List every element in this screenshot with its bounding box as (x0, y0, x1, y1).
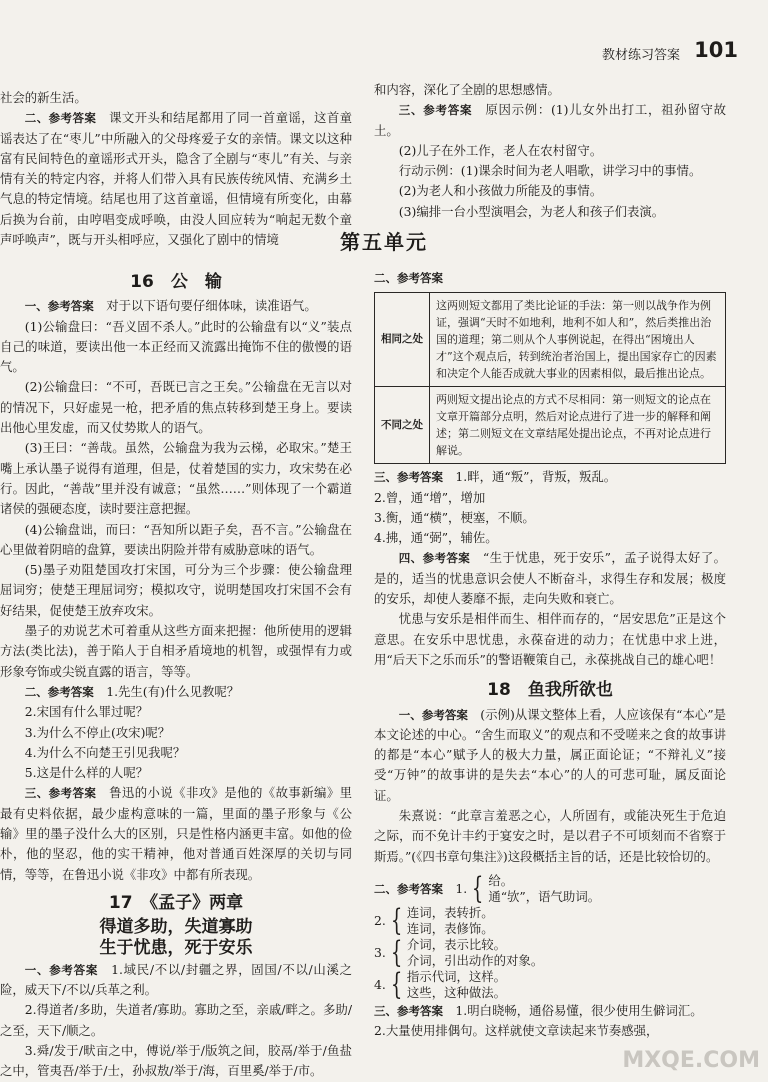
list-item: (3)编排一台小型演唱会，为老人和孩子们表演。 (398, 203, 665, 219)
answer-paragraph: 三、参考答案 鲁迅的小说《非攻》是他的《故事新编》里最有史料依据，最少虚构意味的一篇，里面的墨子形象与《公输》里的墨子没什么大的区别，只是性格内涵更丰富。如他的俭朴，他的坚忍，他的实干精神，他对普通百姓深厚的关切与同情，等等，在鲁迅小说《非攻》中都有所表现。 (0, 785, 353, 882)
answer-paragraph: 2.大量使用排偶句。这样就使文章读起来节奏感强， (374, 1023, 659, 1039)
answer-paragraph: 一、参考答案 对于以下语句要仔细体味，读准语气。 (24, 298, 317, 314)
lesson-subtitle: 得道多助，失道寡助 (99, 917, 253, 938)
answer-paragraph: 三、参考答案 原因示例：(1)儿女外出打工，祖孙留守故土。 (374, 102, 726, 138)
list-item: (2)儿子在外工作，老人在农村留守。 (398, 142, 603, 158)
answer-paragraph: 四、参考答案 “生于忧患，死于安乐”，孟子说得太好了。是的，适当的忧患意识会使人不断奋斗，求得生存和发展；极度的安乐，却使人萎靡不振，走向失败和衰亡。 (374, 550, 727, 607)
lesson-subtitle: 生于忧患，死于安乐 (99, 937, 253, 958)
answer-paragraph: 2.得道者/多助，失道者/寡助。寡助之至，亲戚/畔之。多助/之至，天下/顺之。 (0, 1002, 352, 1038)
list-item: 4.为什么不向楚王引见我呢？ (24, 744, 186, 760)
left-column (0, 268, 352, 1082)
answer-paragraph: (3)王曰：“善哉。虽然，公输盘为我为云梯，必取宋。”楚王嘴上承认墨子说得有道理，但是，仗着楚国的实力，攻宋势在必行。因此，“善哉”里并没有诚意；“虽然……”则体现了一个霸道诸侯的强硬态度，读时要注意把握。 (0, 440, 352, 517)
list-item: 3.为什么不停止(攻宋)呢？ (24, 724, 171, 740)
answer-bracket-4: 4. { 指示代词，这样。 这些，这种做法。 (374, 966, 507, 1002)
list-item: 3.衡，通“横”，梗塞，不顺。 (374, 509, 535, 525)
answer-paragraph: (4)公输盘诎，而曰：“吾知所以距子矣，吾不言。”公输盘在心里做着阴暗的盘算，要读出阴险并带有威胁意味的语气。 (0, 521, 352, 557)
list-item: 4.拂，通“弼”，辅佐。 (374, 530, 498, 546)
table-row (375, 387, 726, 464)
header-title: 教材练习答案 (601, 48, 680, 63)
lesson-title: 18 鱼我所欲也 (487, 680, 613, 701)
section-label: 二、参考答案 (374, 271, 443, 285)
answer-paragraph: 三、参考答案 1.畔，通“叛”，背叛，叛乱。 (374, 469, 617, 485)
unit-title: 第五单元 (340, 230, 428, 254)
table-row (375, 293, 726, 387)
left-top-block (0, 88, 352, 250)
list-item: 5.这是什么样的人呢？ (24, 765, 149, 781)
answer-paragraph: 三、参考答案 1.明白晓畅，通俗易懂，很少使用生僻词汇。 (374, 1002, 703, 1018)
answer-paragraph: 3.舜/发于/畎亩之中，傅说/举于/版筑之间，胶鬲/举于/鱼盐之中，管夷吾/举于/士，孙叔敖/举于/海，百里奚/举于/市。 (0, 1042, 352, 1079)
answer-paragraph: (1)公输盘曰：“吾义固不杀人。”此时的公输盘有以“义”装点自己的味道，要读出他一本正经而又流露出掩饰不住的傲慢的语气。 (0, 318, 352, 375)
brace: { (390, 934, 403, 970)
text-line: 和内容，深化了全剧的思想感情。 (374, 82, 560, 97)
answer-bracket-2: 2. { 连词，表转折。 连词，表修饰。 (374, 902, 494, 938)
row-text: 两则短文提出论点的方式不尽相同：第一则短文的论点在文章开篇部分点明，然后对论点进行了进一步的解释和阐述；第二则短文在文章结尾处提出论点，不再对论点进行解说。 (430, 387, 726, 464)
answer-bracket-1: 二、参考答案 1. { 给。 通“欤”，语气助词。 (374, 870, 601, 906)
answer-bracket-3: 3. { 介词，表示比较。 介词，引出动作的对象。 (374, 934, 544, 970)
answer-paragraph: 朱熹说：“此章言羞恶之心，人所固有，或能决死生于危迫之际，而不免计丰约于宴安之时，是以君子不可顷刻而不省察于斯焉。”(《四书章句集注》)这段概括主旨的话，还是比较恰切的。 (374, 808, 726, 864)
list-item: 行动示例：(1)课余时间为老人唱歌，讲学习中的事情。 (398, 163, 702, 179)
row-text: 这两则短文都用了类比论证的手法：第一则以战争作为例证，强调“天时不如地利，地利不如人和”，然后类推出治国的道理；第二则从个人事例说起，在得出“困境出人才”这个观点后，转到统治者治国上，提出国家存亡的因素和决定个人能否成就大事业的因素相似，最后推出论点。 (430, 293, 726, 387)
answer-paragraph: (5)墨子劝阻楚国攻打宋国，可分为三个步骤：使公输盘理屈词穷；使楚王理屈词穷；模拟攻守，说明楚国攻打宋国不会有好结果，促使楚王放弃攻宋。 (0, 562, 352, 618)
answer-paragraph: 二、参考答案 课文开头和结尾都用了同一首童谣，这首童谣表达了在“枣儿”中所融入的父母疼爱子女的亲情。课文以这种富有民间特色的童谣形式开头，隐含了全剧与“枣儿”有关、与亲情有关的特定内容，并将人们带入具有民族传统风情、充满乡土气息的特定情境。结尾也用了这首童谣，但情境有所变化，由幕后换为台前，由哼唱变成呼唤，由没人回应转为“响起无数个童声呼唤声”，既与开头相呼应，又强化了剧中的情境 (0, 110, 353, 248)
list-item: 2.曾，通“增”，增加 (374, 489, 486, 505)
brace: { (472, 870, 484, 906)
lesson-title: 17 《孟子》两章 (108, 892, 244, 913)
watermark: MXQE.COM (622, 1047, 760, 1073)
lesson-title: 16 公 输 (130, 272, 222, 292)
text-line: 社会的新生活。 (0, 90, 87, 105)
list-item: (2)为老人和小孩做力所能及的事情。 (398, 183, 603, 199)
right-column (374, 268, 726, 1042)
right-top-block (374, 80, 726, 222)
answer-paragraph: 二、参考答案 1.先生(有)什么见教呢？ (24, 683, 240, 699)
answer-paragraph: 一、参考答案 1.域民/不以/封疆之界，固国/不以/山溪之险，威天下/不以/兵革之利。 (0, 961, 353, 998)
brace: { (390, 902, 403, 938)
comparison-table (374, 292, 726, 464)
answer-paragraph: 忧患与安乐是相伴而生、相伴而存的，“居安思危”正是这个意思。在安乐中思忧患，永葆奋进的动力；在忧患中求上进，用“后天下之乐而乐”的警语鞭策自己，永葆挑战自己的雄心吧！ (374, 611, 726, 667)
brace: { (390, 966, 403, 1002)
row-label: 不同之处 (375, 387, 430, 464)
answer-paragraph: 一、参考答案 (示例)从课文整体上看，人应该保有“本心”是本文论述的中心。“舍生而取义”的观点和不受嗟来之食的故事讲的都是“本心”赋予人的极大力量，属正面论证；“不辩礼义”接受“万钟”的故事讲的是失去“本心”的人的可悲可耻，属反面论证。 (374, 706, 726, 803)
list-item: 2.宋国有什么罪过呢？ (24, 704, 149, 720)
page-number: 101 (694, 38, 738, 62)
row-label: 相同之处 (375, 293, 430, 387)
answer-paragraph: (2)公输盘曰：“不可，吾既已言之王矣。”公输盘在无言以对的情况下，只好虚晃一枪，把矛盾的焦点转移到楚王身上。要读出他心里发虚，而又仗势欺人的语气。 (0, 379, 352, 436)
answer-paragraph: 墨子的劝说艺术可着重从这些方面来把握：他所使用的逻辑方法(类比法)，善于陷人于自相矛盾境地的机智，或强悍有力或形象夸饰或尖锐直露的语言，等等。 (0, 623, 352, 679)
